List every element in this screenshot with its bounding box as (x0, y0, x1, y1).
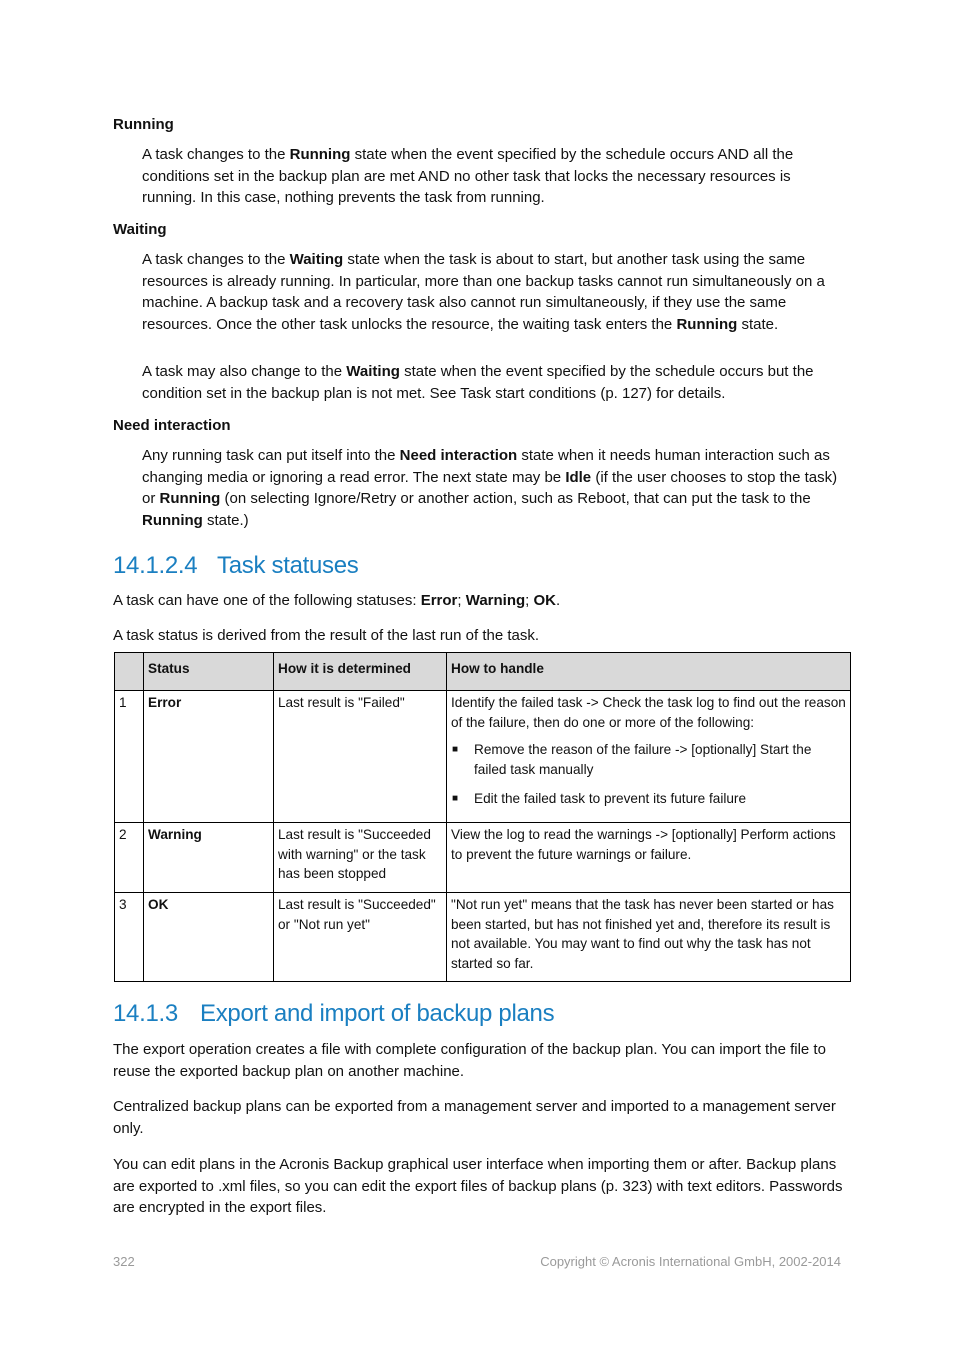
export-paragraph-1: The export operation creates a file with complete configuration of the backup plan. You can import the file to reuse the exported backup plan on another machine. (113, 1041, 826, 1080)
bullet-text: Remove the reason of the failure -> [optionally] Start the failed task manually (474, 742, 812, 777)
header-handle: How to handle (447, 653, 851, 691)
row-handle (447, 691, 851, 823)
square-bullet-icon: ■ (452, 793, 459, 805)
heading-text: Export and import of backup plans (200, 1000, 555, 1027)
table-row (115, 823, 851, 893)
row-index: 1 (115, 691, 144, 823)
row-determined: Last result is "Failed" (274, 691, 447, 823)
row-index: 3 (115, 893, 144, 982)
row-determined: Last result is "Succeeded" or "Not run yet" (274, 893, 447, 982)
statuses-derived: A task status is derived from the result of the last run of the task. (113, 627, 540, 644)
square-bullet-icon: ■ (452, 744, 459, 756)
row-index: 2 (115, 823, 144, 893)
term-waiting: Waiting (113, 221, 167, 238)
row-handle: View the log to read the warnings -> [optionally] Perform actions to prevent the future warnings or failure. (447, 823, 851, 893)
heading-number: 14.1.2.4 (113, 552, 198, 579)
row-status: Warning (144, 823, 274, 893)
table-row (115, 893, 851, 982)
row-status: Error (144, 691, 274, 823)
handle-text: Identify the failed task -> Check the task log to find out the reason of the failure, then do one or more of the following: (451, 695, 846, 730)
header-determined: How it is determined (274, 653, 447, 691)
statuses-intro: A task can have one of the following statuses: Error; Warning; OK. (113, 592, 561, 609)
heading-export-import (113, 999, 554, 1029)
export-paragraph-3: You can edit plans in the Acronis Backup graphical user interface when importing them or after. Backup plans are exported to .xml files, so you can edit the export files of backup plans (p. 323) with text editors. Passwords are encrypted in the export files. (113, 1156, 843, 1217)
heading-number: 14.1.3 (113, 1000, 178, 1027)
heading-task-statuses (113, 551, 359, 581)
term-need-interaction: Need interaction (113, 417, 231, 434)
page-number: 322 (113, 1254, 135, 1269)
list-item (451, 789, 846, 809)
heading-text: Task statuses (217, 552, 359, 579)
task-status-table (114, 652, 851, 982)
table-row (115, 691, 851, 823)
header-status: Status (144, 653, 274, 691)
export-paragraph-2: Centralized backup plans can be exported from a management server and imported to a management server only. (113, 1098, 836, 1137)
waiting-description: A task changes to the Waiting state when the task is about to start, but another task using the same resources is already running. In particular, more than one backup tasks cannot run simultaneously on a machine. A backup task and a recovery task also cannot run simultaneously, if they use the same resources. Once the other task unlocks the resource, the waiting task enters the Running state. (142, 251, 825, 333)
row-status: OK (144, 893, 274, 982)
running-description: A task changes to the Running state when the event specified by the schedule occurs AND all the conditions set in the backup plan are met AND no other task that locks the necessary resources is running. In this case, nothing prevents the task from running. (142, 146, 794, 207)
row-handle: "Not run yet" means that the task has never been started or has been started, but has not finished yet and, therefore its result is not available. You may want to find out why the task has not started so far. (447, 893, 851, 982)
copyright: Copyright © Acronis International GmbH, 2002-2014 (540, 1254, 841, 1269)
term-running: Running (113, 116, 174, 133)
bullet-text: Edit the failed task to prevent its future failure (474, 791, 747, 807)
header-index (115, 653, 144, 691)
table-header-row (115, 653, 851, 691)
row-determined: Last result is "Succeeded with warning" or the task has been stopped (274, 823, 447, 893)
need-interaction-description: Any running task can put itself into the Need interaction state when it needs human interaction such as changing media or ignoring a read error. The next state may be Idle (if the user chooses to stop the task) or Running (on selecting Ignore/Retry or another action, such as Reboot, that can put the task to the Running state.) (142, 447, 838, 529)
list-item (451, 740, 846, 779)
waiting-description-2: A task may also change to the Waiting state when the event specified by the schedule occurs but the condition set in the backup plan is not met. See Task start conditions (p. 127) for details. (142, 363, 814, 402)
handle-bullet-list (451, 740, 846, 809)
